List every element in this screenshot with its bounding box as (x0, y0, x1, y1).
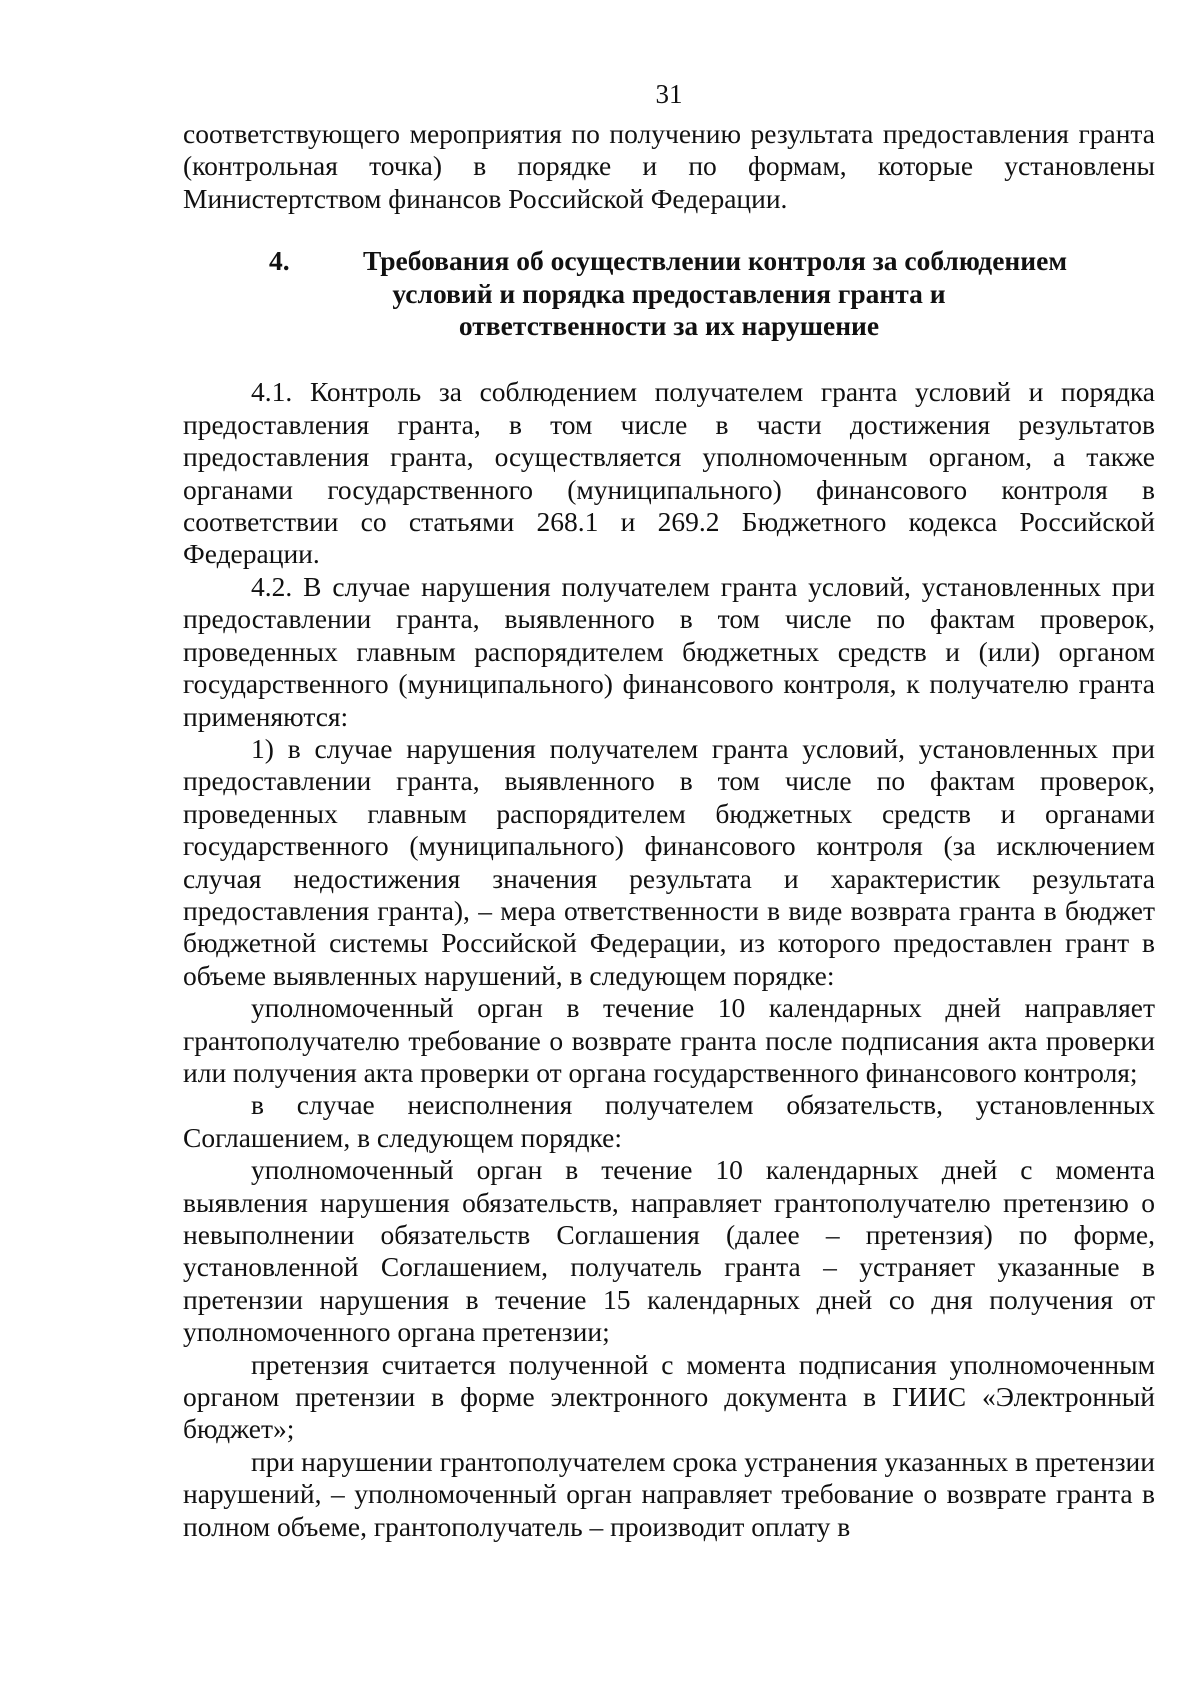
paragraph-claim: уполномоченный орган в течение 10 календарных дней с момента выявления нарушения обязательств, направляет грантополучателю претензию о невыполнении обязательств Соглашения (далее – претензия) по форме, установленной Соглашением, получатель гранта – устраняет указанные в претензии нарушения в течение 15 календарных дней со дня получения от уполномоченного органа претензии; (183, 1154, 1155, 1348)
section-number: 4. (269, 245, 290, 277)
paragraph-continuation: соответствующего мероприятия по получению результата предоставления гранта (контрольная точка) в порядке и по формам, которые установлены Министертством финансов Российской Федерации. (183, 118, 1155, 214)
paragraph-item-1: 1) в случае нарушения получателем гранта условий, установленных при предоставлении гранта, выявленного в том числе по фактам проверок, проведенных главным распорядителем бюджетных средств и органами государственного (муниципального) финансового контроля (за исключением случая недостижения значения результата и характеристик результата предоставления гранта), – мера ответственности в виде возврата гранта в бюджет бюджетной системы Российской Федерации, из которого предоставлен грант в объеме выявленных нарушений, в следующем порядке: (183, 732, 1155, 991)
paragraph-return-order: уполномоченный орган в течение 10 календарных дней направляет грантополучателю требование о возврате гранта после подписания акта проверки или получения акта проверки от органа государственного финансового контроля; (183, 992, 1155, 1088)
section-heading (183, 245, 1155, 342)
section-title-line-2: условий и порядка предоставления гранта и (392, 277, 946, 309)
paragraph-4-2: 4.2. В случае нарушения получателем гранта условий, установленных при предоставлении гранта, выявленного в том числе по фактам проверок, проведенных главным распорядителем бюджетных средств и (или) органом государственного (муниципального) финансового контроля, к получателю гранта применяются: (183, 570, 1155, 732)
paragraph-claim-received: претензия считается полученной с момента подписания уполномоченным органом претензии в форме электронного документа в ГИИС «Электронный бюджет»; (183, 1348, 1155, 1445)
page-number: 31 (655, 79, 683, 109)
section-title-line-3: ответственности за их нарушение (458, 310, 880, 342)
paragraph-4-1: 4.1. Контроль за соблюдением получателем гранта условий и порядка предоставления гранта, в том числе в части достижения результатов предоставления гранта, осуществляется уполномоченным органом, а также органами государственного (муниципального) финансового контроля в соответствии со статьями 268.1 и 269.2 Бюджетного кодекса Российской Федерации. (183, 376, 1155, 570)
paragraph-non-fulfillment: в случае неисполнения получателем обязательств, установленных Соглашением, в следующем порядке: (183, 1089, 1155, 1153)
paragraph-violation-deadline: при нарушении грантополучателем срока устранения указанных в претензии нарушений, – уполномоченный орган направляет требование о возврате гранта в полном объеме, грантополучатель – производит оплату в (183, 1445, 1155, 1542)
section-title-line-1: Требования об осуществлении контроля за соблюдением (362, 245, 1068, 277)
document-body (183, 118, 1155, 1543)
